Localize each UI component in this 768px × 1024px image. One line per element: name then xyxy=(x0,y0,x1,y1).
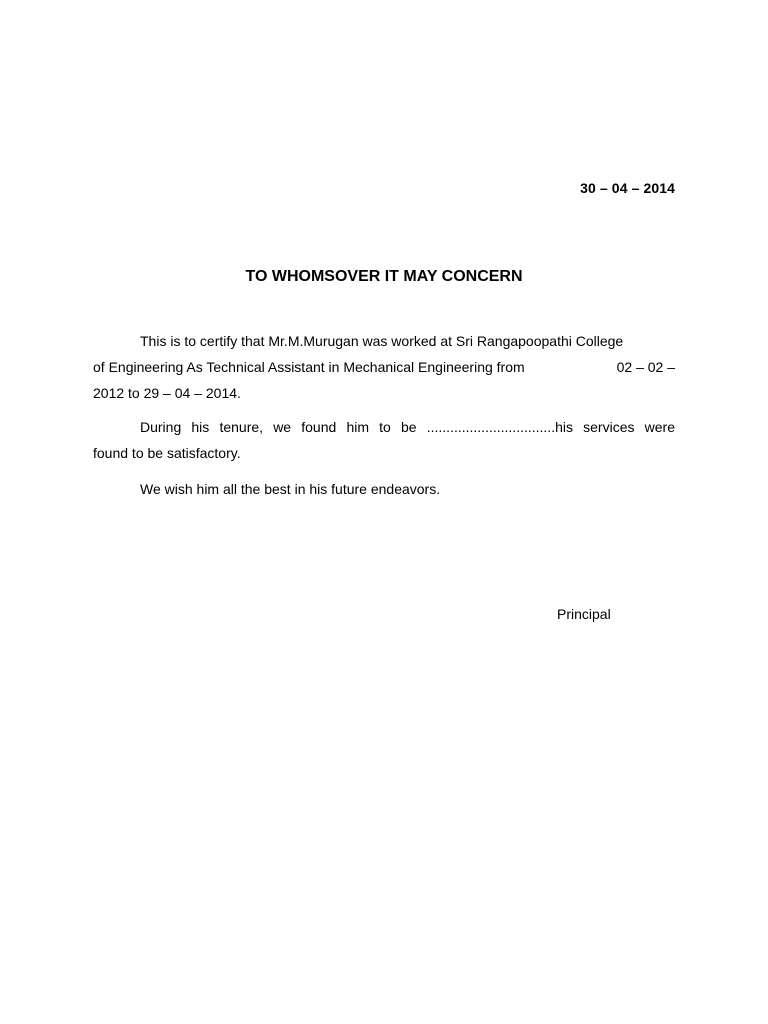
letter-heading: TO WHOMSOVER IT MAY CONCERN xyxy=(245,268,523,285)
paragraph-line-text: 2012 to 29 – 04 – 2014. xyxy=(93,385,241,401)
paragraph-line-text: found to be satisfactory. xyxy=(93,445,241,461)
paragraph-line-text: of Engineering As Technical Assistant in Mechanical Engineering from xyxy=(93,359,525,375)
tenure-paragraph xyxy=(93,414,675,466)
letter-date: 30 – 04 – 2014 xyxy=(580,180,675,196)
paragraph-line-text: We wish him all the best in his future endeavors. xyxy=(140,481,441,497)
paragraph-line xyxy=(93,354,675,380)
paragraph-line-text: This is to certify that Mr.M.Murugan was worked at Sri Rangapoopathi College xyxy=(140,333,624,349)
paragraph-line-text: During his tenure, we found him to be .................................his services were xyxy=(140,419,675,435)
paragraph-line xyxy=(93,414,675,440)
signature-title: Principal xyxy=(557,606,611,622)
paragraph-line xyxy=(93,440,675,466)
wishes-paragraph xyxy=(93,476,675,502)
paragraph-line xyxy=(93,476,675,502)
certification-paragraph xyxy=(93,328,675,406)
paragraph-line xyxy=(93,328,675,354)
paragraph-line xyxy=(93,380,675,406)
paragraph-line-text: 02 – 02 – xyxy=(616,359,675,375)
